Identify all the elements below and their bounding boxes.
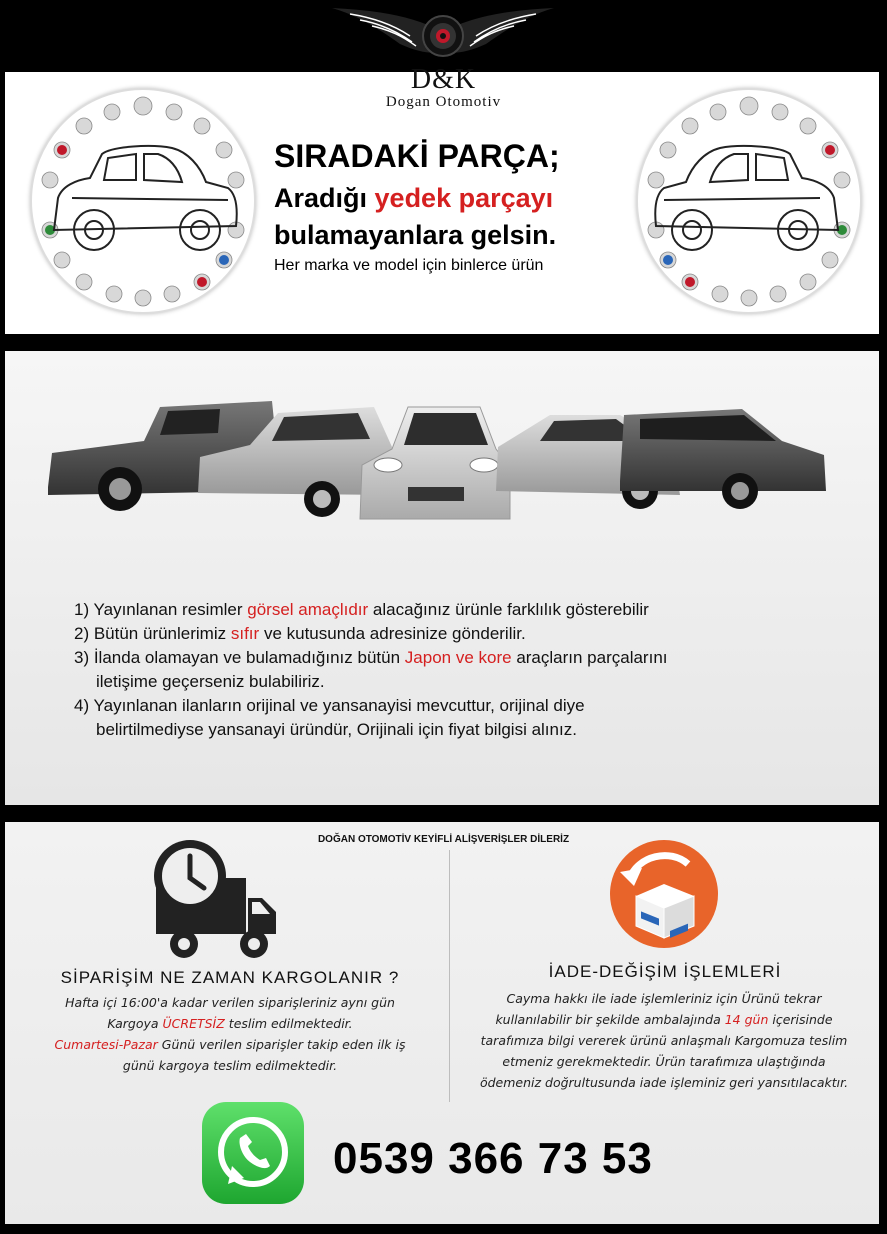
shipping-line [20, 1013, 440, 1034]
car-brands-icon [32, 90, 254, 312]
brand-name: D&K [410, 64, 477, 95]
weekend-highlight: Cumartesi-Pazar [54, 1037, 158, 1052]
shipping-text-part: Kargoya [107, 1016, 159, 1031]
shipping-text [20, 992, 440, 1076]
cars-lineup-image [40, 395, 830, 535]
headline-2-prefix: Aradığı [274, 183, 368, 213]
note-item [74, 694, 814, 742]
return-period-highlight: 14 gün [724, 1012, 769, 1027]
note-text: 1) Yayınlanan resimler [74, 600, 243, 619]
note-text: 3) İlanda olamayan ve bulamadığınız bütün [74, 648, 401, 667]
note-highlight: sıfır [230, 624, 260, 643]
returns-text-part: içerisinde [772, 1012, 833, 1027]
note-text: alacağınız ürünle farklılık gösterebilir [372, 600, 649, 619]
winged-logo-icon [330, 4, 556, 64]
returns-line: etmeniz gerekmektedir. Ürün tarafımıza ulaştığında [502, 1054, 826, 1069]
returns-text [456, 988, 872, 1093]
note-continuation: iletişime geçerseniz bulabiliriz. [96, 672, 325, 691]
whatsapp-icon[interactable] [200, 1100, 306, 1206]
slogan: DOĞAN OTOMOTİV KEYİFLİ ALİŞVERİŞLER DİLERİZ [317, 834, 570, 845]
returns-line: Cayma hakkı ile iade işlemleriniz için Ürünü tekrar [506, 991, 822, 1006]
returns-text-part: kullanılabilir bir şekilde ambalajında [495, 1012, 721, 1027]
divider [449, 850, 450, 1102]
returns-line [456, 1009, 872, 1030]
note-text: ve kutusunda adresinize gönderilir. [263, 624, 526, 643]
returns-title: İADE-DEĞİŞİM İŞLEMLERİ [548, 962, 782, 981]
note-item [74, 598, 814, 622]
tagline: Her marka ve model için binlerce ürün [274, 257, 544, 274]
return-box-icon [608, 838, 720, 950]
shipping-text-part: Günü verilen siparişler takip eden ilk iş [161, 1037, 406, 1052]
note-highlight: görsel amaçlıdır [247, 600, 369, 619]
headline-line-2 [274, 183, 553, 214]
shipping-line [20, 1034, 440, 1055]
car-brands-mirrored-icon [638, 90, 860, 312]
notes-list [74, 598, 814, 742]
delivery-truck-clock-icon [150, 838, 282, 962]
shipping-text-part: teslim edilmektedir. [228, 1016, 353, 1031]
shipping-title: SİPARİŞİM NE ZAMAN KARGOLANIR ? [60, 968, 400, 987]
headline-2-highlight: yedek parçayı [374, 183, 554, 213]
brand-subtitle: Dogan Otomotiv [385, 94, 502, 110]
shipping-line: günü kargoya teslim edilmektedir. [122, 1058, 338, 1073]
returns-line: ödemeniz doğrultusunda iade işleminiz geri yansıtılacaktır. [479, 1075, 849, 1090]
returns-line: tarafımıza bilgi vererek ürünü anlaşmalı Kargomuza teslim [480, 1033, 848, 1048]
headline-line-3: bulamayanlara gelsin. [274, 220, 557, 250]
note-item [74, 622, 814, 646]
brand-logos-badge-right [636, 88, 862, 314]
note-highlight: Japon ve kore [404, 648, 512, 667]
note-continuation: belirtilmediyse yansanayi üründür, Orijinali için fiyat bilgisi alınız. [96, 720, 577, 739]
shipping-line: Hafta içi 16:00'a kadar verilen siparişleriniz aynı gün [65, 995, 395, 1010]
headline-main: SIRADAKİ PARÇA; [274, 138, 560, 174]
note-text: 2) Bütün ürünlerimiz [74, 624, 227, 643]
brand-logos-badge-left [30, 88, 256, 314]
note-item [74, 646, 814, 694]
note-text: araçların parçalarını [516, 648, 668, 667]
free-shipping-highlight: ÜCRETSİZ [162, 1016, 225, 1031]
note-text: 4) Yayınlanan ilanların orijinal ve yansanayisi mevcuttur, orijinal diye [74, 696, 585, 715]
phone-number[interactable]: 0539 366 73 53 [333, 1134, 653, 1183]
